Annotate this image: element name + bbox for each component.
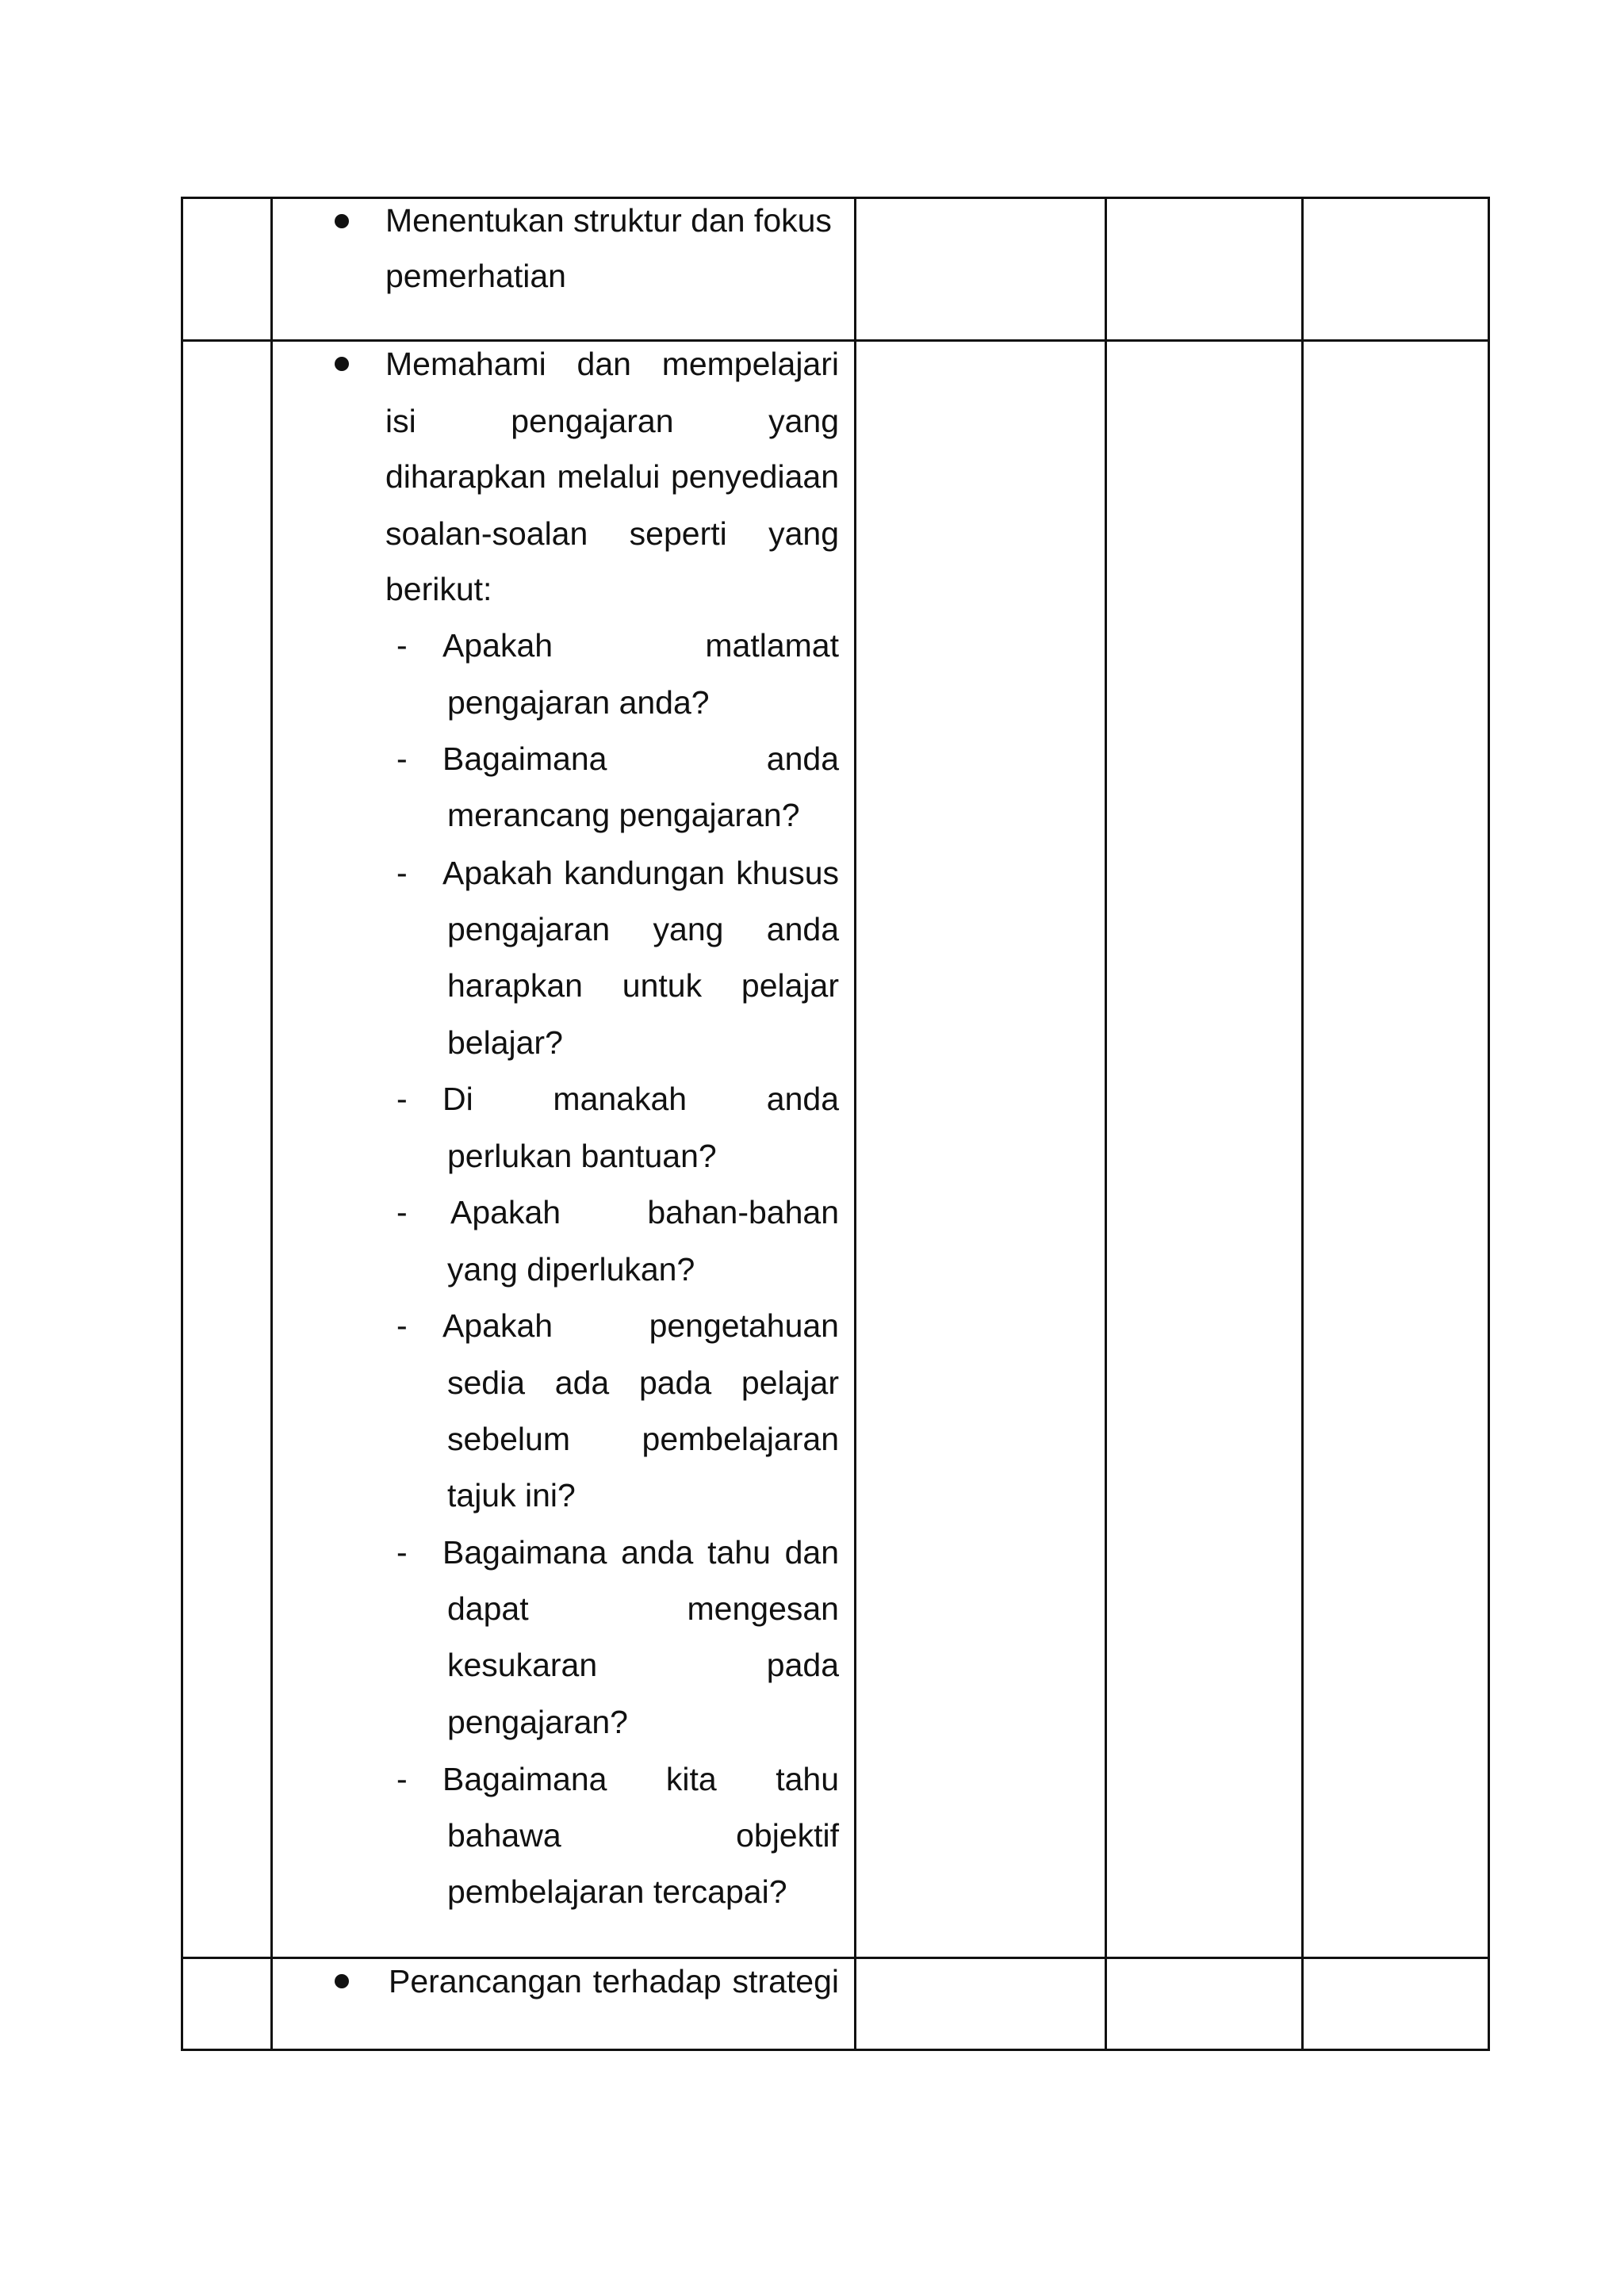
row2-line-3: diharapkan melalui penyediaan bbox=[385, 458, 839, 495]
sub8-line-3: pembelajaran tercapai? bbox=[447, 1873, 787, 1910]
sub6-line-2: sedia ada pada pelajar bbox=[447, 1364, 839, 1401]
row1-line-1 bbox=[385, 202, 839, 239]
sub5-line-1: Apakah bahan-bahan bbox=[450, 1194, 839, 1230]
dash-marker: - bbox=[396, 1081, 408, 1117]
sub7-line-1: Bagaimana anda tahu dan bbox=[442, 1534, 839, 1571]
dash-marker: - bbox=[396, 1194, 408, 1230]
sub3-line-3: harapkan untuk pelajar bbox=[447, 967, 839, 1004]
col-border-4 bbox=[1105, 197, 1107, 2051]
sub4-line-1: Di manakah anda bbox=[442, 1081, 839, 1117]
col-border-6 bbox=[1488, 197, 1490, 2051]
col-border-5 bbox=[1301, 197, 1304, 2051]
sub6-line-4: tajuk ini? bbox=[447, 1477, 576, 1513]
sub5-line-2: yang diperlukan? bbox=[447, 1251, 695, 1288]
row2-line-4: soalan-soalan seperti yang bbox=[385, 515, 839, 552]
sub3-line-2: pengajaran yang anda bbox=[447, 911, 839, 947]
sub7-line-3: kesukaran pada bbox=[447, 1647, 839, 1683]
sub6-line-1: Apakah pengetahuan bbox=[442, 1307, 839, 1344]
row2-line-5: berikut: bbox=[385, 571, 492, 607]
col-border-2 bbox=[270, 197, 273, 2051]
sub8-line-2: bahawa objektif bbox=[447, 1817, 839, 1854]
row-divider-2 bbox=[181, 1957, 1490, 1959]
dash-marker: - bbox=[396, 740, 408, 777]
sub4-line-2: perlukan bantuan? bbox=[447, 1138, 717, 1174]
sub1-line-2: pengajaran anda? bbox=[447, 684, 710, 721]
dash-marker: - bbox=[396, 1534, 408, 1571]
dash-marker: - bbox=[396, 1761, 408, 1797]
sub3-line-4: belajar? bbox=[447, 1024, 563, 1061]
dash-marker: - bbox=[396, 855, 408, 891]
row3-line-1: Perancangan terhadap strategi bbox=[389, 1963, 839, 1999]
table-border-top bbox=[181, 197, 1490, 199]
text: Menentukan struktur dan fokus bbox=[385, 202, 832, 239]
sub2-line-2: merancang pengajaran? bbox=[447, 797, 800, 833]
row2-line-2: isi pengajaran yang bbox=[385, 403, 839, 439]
bullet-icon bbox=[335, 357, 349, 371]
row-divider-1 bbox=[181, 339, 1490, 342]
row2-line-1: Memahami dan mempelajari bbox=[385, 346, 839, 382]
col-border-3 bbox=[854, 197, 856, 2051]
sub7-line-4: pengajaran? bbox=[447, 1704, 628, 1740]
table-border-bottom bbox=[181, 2049, 1490, 2051]
row1-line-2: pemerhatian bbox=[385, 258, 566, 294]
sub2-line-1: Bagaimana anda bbox=[442, 740, 839, 777]
sub1-line-1: Apakah matlamat bbox=[442, 627, 839, 664]
sub8-line-1: Bagaimana kita tahu bbox=[442, 1761, 839, 1797]
col-border-1 bbox=[181, 197, 183, 2051]
dash-marker: - bbox=[396, 627, 408, 664]
sub6-line-3: sebelum pembelajaran bbox=[447, 1421, 839, 1457]
sub3-line-1: Apakah kandungan khusus bbox=[442, 855, 839, 891]
bullet-icon bbox=[335, 1974, 349, 1988]
dash-marker: - bbox=[396, 1307, 408, 1344]
bullet-icon bbox=[335, 214, 349, 228]
sub7-line-2: dapat mengesan bbox=[447, 1590, 839, 1627]
